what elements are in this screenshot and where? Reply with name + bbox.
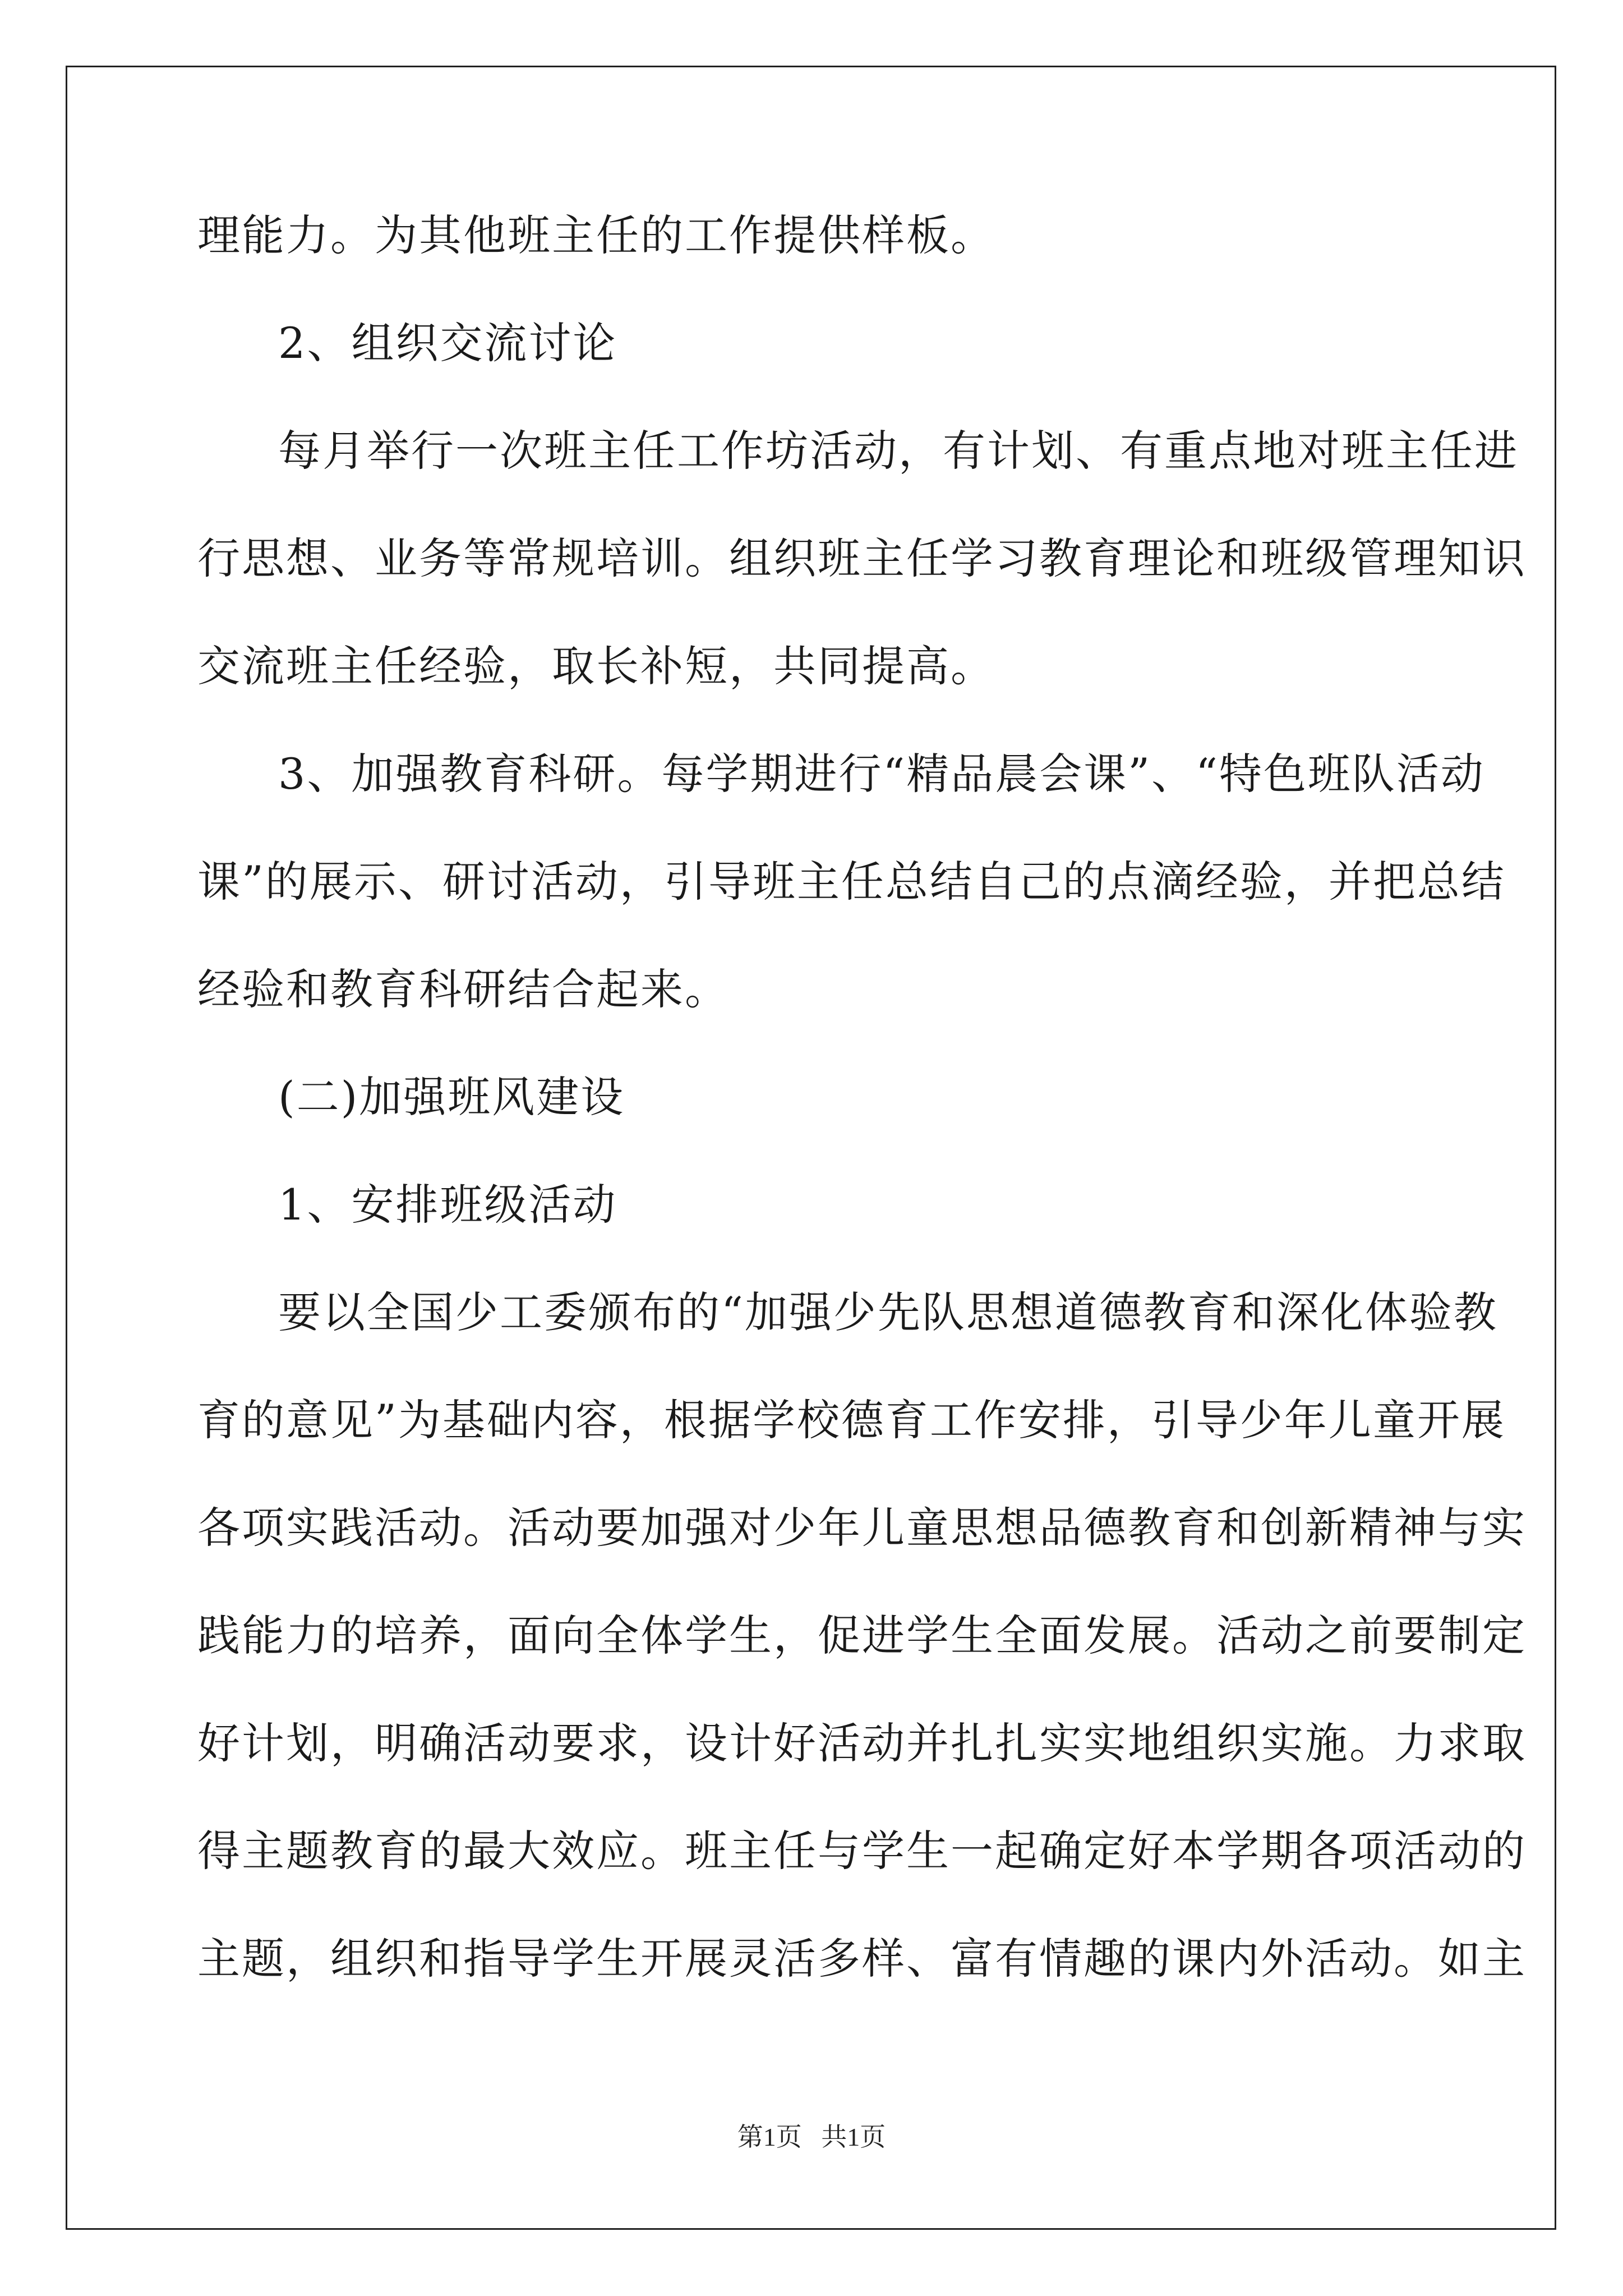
- paragraph-line: 主题，组织和指导学生开展灵活多样、富有情趣的课内外活动。如主: [197, 1934, 1527, 1984]
- paragraph-line: 各项实践活动。活动要加强对少年儿童思想品德教育和创新精神与实: [197, 1503, 1527, 1553]
- paragraph-line: 好计划，明确活动要求，设计好活动并扎扎实实地组织实施。力求取: [197, 1718, 1527, 1768]
- section-heading: 1、安排班级活动: [278, 1180, 617, 1230]
- paragraph-line: 行思想、业务等常规培训。组织班主任学习教育理论和班级管理知识: [197, 533, 1527, 583]
- section-heading: 2、组织交流讨论: [278, 318, 617, 368]
- section-heading: (二)加强班风建设: [278, 1072, 625, 1122]
- paragraph-line: 要以全国少工委颁布的“加强少先队思想道德教育和深化体验教: [278, 1287, 1498, 1337]
- paragraph-line: 课”的展示、研讨活动，引导班主任总结自己的点滴经验，并把总结: [197, 857, 1506, 907]
- page-border: [66, 66, 1556, 2230]
- paragraph-line: 3、加强教育科研。每学期进行“精品晨会课”、“特色班队活动: [278, 749, 1485, 799]
- paragraph-line: 得主题教育的最大效应。班主任与学生一起确定好本学期各项活动的: [197, 1826, 1527, 1876]
- paragraph-line: 每月举行一次班主任工作坊活动，有计划、有重点地对班主任进: [278, 426, 1519, 476]
- paragraph-line: 育的意见”为基础内容，根据学校德育工作安排，引导少年儿童开展: [197, 1395, 1506, 1445]
- paragraph-line: 经验和教育科研结合起来。: [197, 964, 729, 1014]
- text-line: 理能力。为其他班主任的工作提供样板。: [197, 210, 995, 260]
- paragraph-line: 交流班主任经验，取长补短，共同提高。: [197, 641, 995, 691]
- paragraph-line: 践能力的培养，面向全体学生，促进学生全面发展。活动之前要制定: [197, 1611, 1527, 1660]
- page-number-footer: 第1页 共1页: [737, 2123, 886, 2151]
